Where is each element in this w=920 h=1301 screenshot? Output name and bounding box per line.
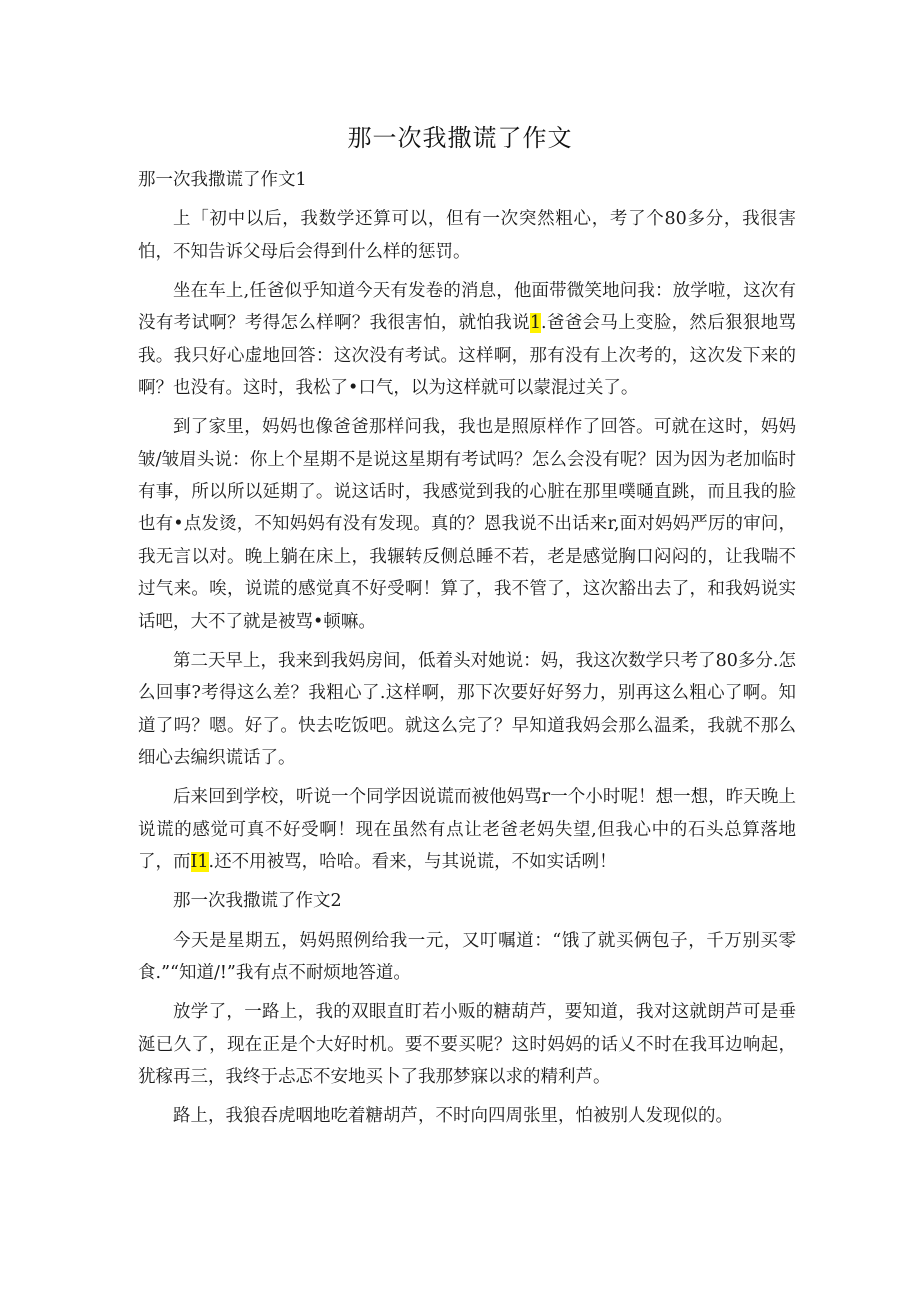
document-title: 那一次我撒谎了作文 — [347, 124, 573, 152]
section-2-paragraph-1: 今天是星期五，妈妈照例给我一元，又叮嘱道：“饿了就买俩包子，千万别买零食.”“知道/!”我有点不耐烦地答道。 — [138, 930, 796, 983]
section-2-heading: 那一次我撒谎了作文2 — [173, 891, 342, 912]
section-1-heading: 那一次我撒谎了作文1 — [138, 170, 307, 190]
section-2-paragraph-2: 放学了，一路上，我的双眼直盯若小贩的糖葫芦，要知道，我对这就朗芦可是垂涎已久了，现在正是个大好时机。要不要买呢？这时妈妈的话乂不时在我耳边响起，犹稼再三，我终于忐忑不安地买卜了我那梦寐以求的精利芦。 — [138, 1002, 796, 1087]
section-1-paragraph-4: 第二天早上，我来到我妈房间，低着头对她说：妈，我这次数学只考了80多分.怎么回事?考得这么差？我粗心了.这样啊，那下次要好好努力，别再这么粗心了啊。知道了吗？嗯。好了。快去吃饭吧。就这么完了？早知道我妈会那么温柔，我就不那么细心去编织谎话了。 — [138, 650, 796, 769]
section-1-paragraph-3: 到了家里，妈妈也像爸爸那样问我，我也是照原样作了回答。可就在这时，妈妈皱/皱眉头说：你上个星期不是说这星期有考试吗？怎么会没有呢？因为因为老加临时有事，所以所以延期了。说这话时，我感觉到我的心脏在那里噗嗵直跳，而且我的脸也有•点发烫，不知妈妈有没有发现。真的？恩我说不出话来r,面对妈妈严厉的审问，我无言以对。晚上躺在床上，我辗转反侧总睡不若，老是感觉胸口闷闷的，让我喘不过气来。唉，说谎的感觉真不好受啊！算了，我不管了，这次豁出去了，和我妈说实话吧，大不了就是被骂•顿嘛。 — [138, 417, 796, 632]
section-2-paragraph-3: 路上，我狼吞虎咽地吃着糖胡芦，不时向四周张里，怕被别人发现似的。 — [173, 1106, 733, 1127]
highlighted-mark: 1 — [529, 313, 542, 334]
section-1-paragraph-2 — [138, 275, 796, 405]
paragraph-text: 后来回到学校，听说一个同学因说谎而被他妈骂r一个小时呢！想一想，昨天晚上说谎的感觉可真不好受啊！现在虽然有点让老爸老妈失望,但我心中的石头总算落地了，而 — [138, 787, 796, 873]
document-body — [138, 164, 796, 1139]
paragraph-text: .爸爸会马上变脸，然后狠狠地骂我。我只好心虚地回答：这次没有考试。这样啊，那有没有上次考的，这次发下来的啊？也没有。这时，我松了•口气，以为这样就可以蒙混过关了。 — [138, 313, 797, 399]
section-1-paragraph-5 — [138, 781, 796, 878]
paragraph-text: .还不用被骂，哈哈。看来，与其说谎，不如实话咧！ — [208, 852, 617, 873]
section-1-paragraph-1: 上「初中以后，我数学还算可以，但有一次突然粗心，考了个80多分，我很害怕，不知告诉父母后会得到什么样的惩罚。 — [138, 209, 796, 262]
paragraph-text: 坐在车上,任爸似乎知道今天有发卷的消息，他面带微笑地问我：放学啦，这次有没有考试啊？考得怎么样啊？我很害怕，就怕我说 — [138, 280, 796, 334]
highlighted-mark: I1 — [190, 852, 209, 873]
